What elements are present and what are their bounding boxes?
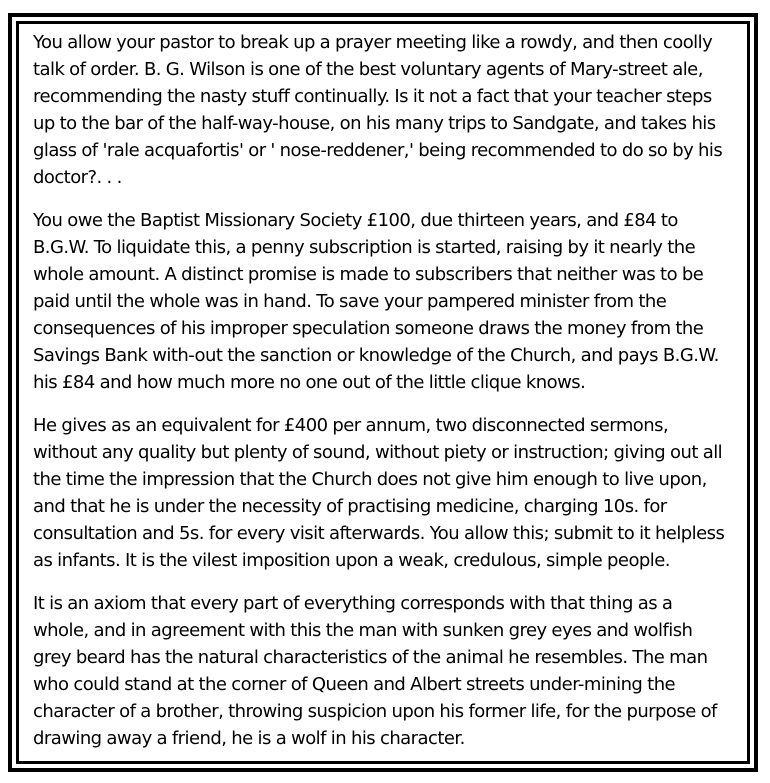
document-body: [33, 29, 731, 768]
paragraph: It is an axiom that every part of everything corresponds with that thing as a whole, and in agreement with this the man with sunken grey eyes and wolfish grey beard has the natural characteristics of the animal he resembles. The man who could stand at the corner of Queen and Albert streets under-mining the character of a brother, throwing suspicion upon his former life, for the purpose of drawing away a friend, he is a wolf in his character.: [33, 593, 717, 749]
paragraph: You allow your pastor to break up a prayer meeting like a rowdy, and then coolly talk of order. B. G. Wilson is one of the best voluntary agents of Mary-street ale, recommending the nasty stuff continually. Is it not a fact that your teacher steps up to the bar of the half-way-house, on his many trips to Sandgate, and takes his glass of 'rale acquafortis' or ' nose-reddener,' being recommended to do so by his doctor?. . .: [33, 32, 723, 188]
paragraph: He gives as an equivalent for £400 per annum, two disconnected sermons, without any quality but plenty of sound, without piety or instruction; giving out all the time the impression that the Church does not give him enough to live upon, and that he is under the necessity of practising medicine, charging 10s. for consultation and 5s. for every visit afterwards. You allow this; submit to it helpless as infants. It is the vilest imposition upon a weak, credulous, simple people.: [33, 415, 725, 571]
paragraph: You owe the Baptist Missionary Society £100, due thirteen years, and £84 to B.G.W. To liquidate this, a penny subscription is started, raising by it nearly the whole amount. A distinct promise is made to subscribers that neither was to be paid until the whole was in hand. To save your pampered minister from the consequences of his improper speculation someone draws the money from the Savings Bank with-out the sanction or knowledge of the Church, and pays B.G.W. his £84 and how much more no one out of the little clique knows.: [33, 210, 719, 393]
